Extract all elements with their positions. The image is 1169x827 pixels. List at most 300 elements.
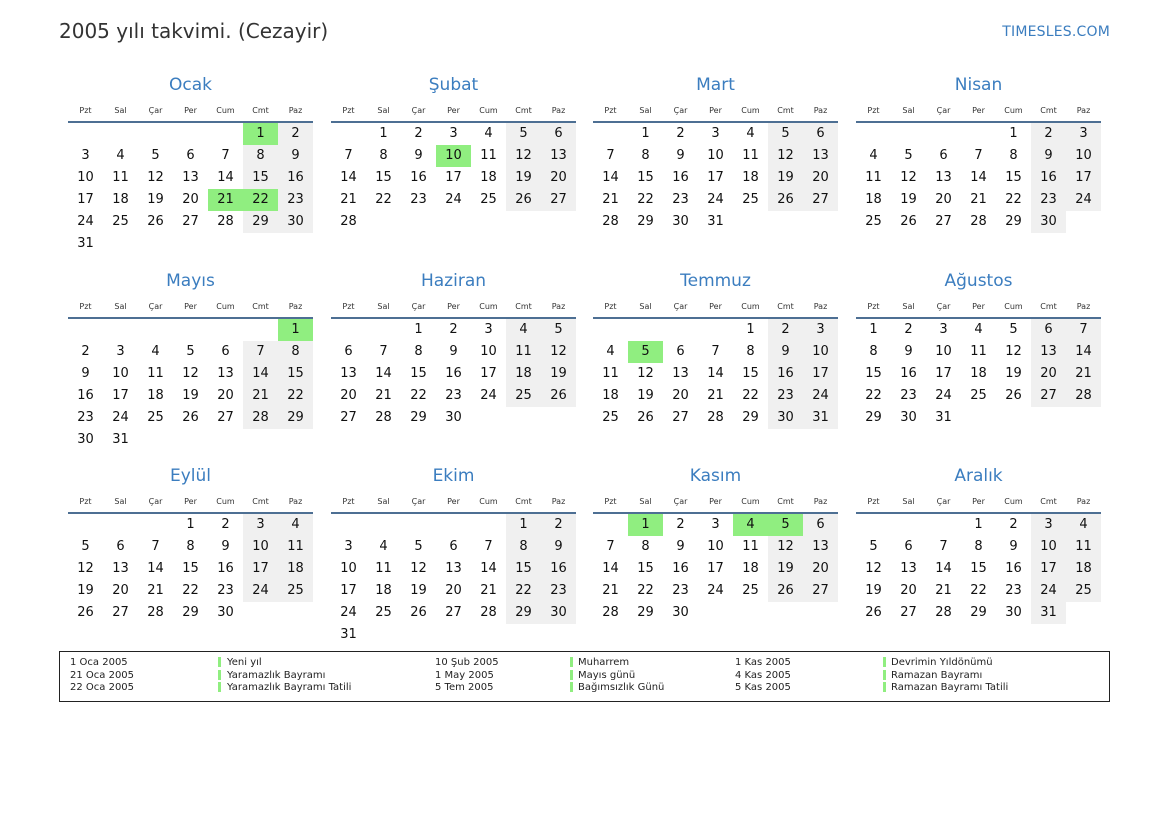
day-cell: 29 bbox=[637, 605, 654, 620]
week-row bbox=[856, 385, 1101, 407]
day-cell: 10 bbox=[935, 344, 952, 359]
day-cell: 9 bbox=[676, 539, 685, 554]
week-row bbox=[331, 145, 576, 167]
day-cell: 26 bbox=[900, 214, 917, 229]
weekday-label: Pzt bbox=[604, 106, 617, 115]
weekday-label: Sal bbox=[114, 106, 127, 115]
weekday-header bbox=[856, 300, 1101, 313]
day-cell: 4 bbox=[606, 344, 615, 359]
day-cell: 25 bbox=[970, 388, 987, 403]
day-cell: 3 bbox=[1066, 123, 1101, 145]
day-cell: 19 bbox=[865, 583, 882, 598]
week-row bbox=[331, 385, 576, 407]
weekday-label: Paz bbox=[551, 497, 566, 506]
day-cell: 20 bbox=[803, 558, 838, 580]
week-row bbox=[68, 145, 313, 167]
weekday-label: Sal bbox=[902, 302, 915, 311]
day-cell: 12 bbox=[77, 561, 94, 576]
month-block bbox=[856, 465, 1101, 624]
day-cell: 5 bbox=[506, 123, 541, 145]
day-cell: 8 bbox=[506, 536, 541, 558]
weekday-label: Pzt bbox=[342, 106, 355, 115]
month-block bbox=[68, 270, 313, 451]
day-cell: 22 bbox=[1005, 192, 1022, 207]
week-row bbox=[593, 536, 838, 558]
week-row bbox=[68, 385, 313, 407]
day-cell: 19 bbox=[506, 167, 541, 189]
week-row bbox=[856, 536, 1101, 558]
day-cell: 1 bbox=[869, 322, 878, 337]
weekday-label: Pzt bbox=[79, 497, 92, 506]
empty-day-cell bbox=[366, 514, 401, 536]
day-cell: 4 bbox=[974, 322, 983, 337]
day-cell: 21 bbox=[602, 583, 619, 598]
legend-name-column bbox=[227, 657, 351, 695]
day-cell: 22 bbox=[637, 583, 654, 598]
day-cell: 15 bbox=[637, 170, 654, 185]
day-cell: 29 bbox=[742, 410, 759, 425]
weekday-label: Çar bbox=[148, 497, 163, 506]
day-cell: 30 bbox=[77, 432, 94, 447]
week-row bbox=[68, 167, 313, 189]
week-row bbox=[593, 363, 838, 385]
weekday-header bbox=[593, 104, 838, 117]
day-cell: 23 bbox=[77, 410, 94, 425]
day-cell: 22 bbox=[375, 192, 392, 207]
day-cell: 17 bbox=[803, 363, 838, 385]
week-row bbox=[593, 123, 838, 145]
day-cell: 16 bbox=[768, 363, 803, 385]
day-cell: 10 bbox=[340, 561, 357, 576]
weekday-label: Paz bbox=[551, 106, 566, 115]
weekday-label: Cmt bbox=[777, 302, 794, 311]
day-cell: 4 bbox=[116, 148, 125, 163]
day-cell: 24 bbox=[77, 214, 94, 229]
holiday-day-cell: 1 bbox=[628, 514, 663, 536]
brand-link[interactable]: TIMESLES.COM bbox=[1002, 24, 1110, 40]
day-cell: 10 bbox=[112, 366, 129, 381]
day-cell: 7 bbox=[606, 148, 615, 163]
empty-day-cell bbox=[208, 123, 243, 145]
day-cell: 12 bbox=[768, 536, 803, 558]
day-cell: 26 bbox=[506, 189, 541, 211]
day-cell: 31 bbox=[77, 236, 94, 251]
weekday-label: Sal bbox=[902, 497, 915, 506]
day-cell: 20 bbox=[935, 192, 952, 207]
weekday-label: Çar bbox=[411, 497, 426, 506]
day-cell: 16 bbox=[672, 561, 689, 576]
empty-day-cell bbox=[663, 319, 698, 341]
day-cell: 18 bbox=[147, 388, 164, 403]
week-row bbox=[593, 580, 838, 602]
legend-color-swatch bbox=[570, 657, 573, 667]
day-cell: 18 bbox=[1066, 558, 1101, 580]
day-cell: 29 bbox=[637, 214, 654, 229]
day-cell: 26 bbox=[182, 410, 199, 425]
day-cell: 29 bbox=[865, 410, 882, 425]
day-cell: 26 bbox=[541, 385, 576, 407]
week-row bbox=[856, 145, 1101, 167]
holiday-day-cell: 22 bbox=[243, 189, 278, 211]
day-cell: 15 bbox=[742, 366, 759, 381]
day-cell: 10 bbox=[480, 344, 497, 359]
day-cell: 21 bbox=[970, 192, 987, 207]
weekday-label: Paz bbox=[813, 497, 828, 506]
day-cell: 13 bbox=[900, 561, 917, 576]
day-cell: 26 bbox=[865, 605, 882, 620]
day-cell: 29 bbox=[1005, 214, 1022, 229]
day-cell: 6 bbox=[221, 344, 230, 359]
legend-color-swatch bbox=[883, 682, 886, 692]
day-cell: 6 bbox=[676, 344, 685, 359]
day-cell: 8 bbox=[641, 539, 650, 554]
empty-day-cell bbox=[926, 514, 961, 536]
day-cell: 21 bbox=[602, 192, 619, 207]
day-cell: 30 bbox=[1031, 211, 1066, 233]
weekday-label: Cum bbox=[1004, 497, 1023, 506]
weekday-label: Paz bbox=[1076, 106, 1091, 115]
weekday-label: Çar bbox=[411, 302, 426, 311]
legend-color-swatch bbox=[570, 670, 573, 680]
weekday-label: Per bbox=[447, 302, 460, 311]
weekday-header bbox=[856, 495, 1101, 508]
week-row bbox=[856, 514, 1101, 536]
day-cell: 23 bbox=[410, 192, 427, 207]
day-cell: 9 bbox=[1031, 145, 1066, 167]
legend-date: 5 Tem 2005 bbox=[435, 682, 494, 694]
day-cell: 3 bbox=[449, 126, 458, 141]
weekday-label: Pzt bbox=[342, 302, 355, 311]
day-cell: 2 bbox=[904, 322, 913, 337]
day-cell: 27 bbox=[900, 605, 917, 620]
day-cell: 9 bbox=[449, 344, 458, 359]
weekday-label: Sal bbox=[902, 106, 915, 115]
day-cell: 4 bbox=[869, 148, 878, 163]
day-cell: 13 bbox=[803, 145, 838, 167]
week-row bbox=[68, 407, 313, 429]
day-cell: 18 bbox=[742, 170, 759, 185]
empty-day-cell bbox=[926, 123, 961, 145]
month-name: Mayıs bbox=[166, 271, 215, 291]
weekday-label: Sal bbox=[639, 106, 652, 115]
day-cell: 7 bbox=[221, 148, 230, 163]
weekday-label: Paz bbox=[551, 302, 566, 311]
day-cell: 11 bbox=[1066, 536, 1101, 558]
day-cell: 6 bbox=[541, 123, 576, 145]
day-cell: 20 bbox=[672, 388, 689, 403]
day-cell: 3 bbox=[484, 322, 493, 337]
day-cell: 2 bbox=[541, 514, 576, 536]
weekday-label: Per bbox=[447, 106, 460, 115]
week-row bbox=[331, 211, 576, 233]
day-cell: 11 bbox=[480, 148, 497, 163]
day-cell: 2 bbox=[81, 344, 90, 359]
day-cell: 8 bbox=[379, 148, 388, 163]
weekday-label: Paz bbox=[1076, 497, 1091, 506]
holiday-day-cell: 1 bbox=[243, 123, 278, 145]
day-cell: 7 bbox=[344, 148, 353, 163]
day-cell: 28 bbox=[217, 214, 234, 229]
month-name: Haziran bbox=[420, 271, 487, 291]
day-cell: 17 bbox=[112, 388, 129, 403]
day-cell: 12 bbox=[865, 561, 882, 576]
week-row bbox=[68, 319, 313, 341]
day-cell: 9 bbox=[81, 366, 90, 381]
day-cell: 16 bbox=[672, 170, 689, 185]
day-cell: 18 bbox=[112, 192, 129, 207]
day-cell: 14 bbox=[217, 170, 234, 185]
day-cell: 13 bbox=[935, 170, 952, 185]
day-cell: 17 bbox=[1066, 167, 1101, 189]
month-block bbox=[593, 74, 838, 233]
legend-date: 5 Kas 2005 bbox=[735, 682, 791, 694]
day-cell: 23 bbox=[900, 388, 917, 403]
legend-color-swatch bbox=[883, 657, 886, 667]
week-row bbox=[68, 211, 313, 233]
day-cell: 28 bbox=[602, 214, 619, 229]
day-cell: 8 bbox=[641, 148, 650, 163]
holiday-day-cell: 4 bbox=[733, 514, 768, 536]
week-row bbox=[68, 536, 313, 558]
day-cell: 16 bbox=[1031, 167, 1066, 189]
week-row bbox=[856, 341, 1101, 363]
weekday-label: Cum bbox=[479, 106, 498, 115]
month-name: Ekim bbox=[432, 466, 475, 486]
day-cell: 21 bbox=[147, 583, 164, 598]
day-cell: 10 bbox=[1031, 536, 1066, 558]
weekday-label: Per bbox=[447, 497, 460, 506]
day-cell: 24 bbox=[935, 388, 952, 403]
day-cell: 4 bbox=[484, 126, 493, 141]
day-cell: 27 bbox=[340, 410, 357, 425]
weekday-label: Cum bbox=[741, 106, 760, 115]
day-cell: 2 bbox=[278, 123, 313, 145]
day-cell: 23 bbox=[541, 580, 576, 602]
day-cell: 9 bbox=[768, 341, 803, 363]
day-cell: 17 bbox=[77, 192, 94, 207]
day-cell: 1 bbox=[641, 126, 650, 141]
day-cell: 7 bbox=[379, 344, 388, 359]
day-cell: 22 bbox=[970, 583, 987, 598]
day-cell: 28 bbox=[970, 214, 987, 229]
day-cell: 9 bbox=[904, 344, 913, 359]
legend-name-column bbox=[578, 657, 664, 695]
day-cell: 21 bbox=[375, 388, 392, 403]
day-cell: 10 bbox=[707, 539, 724, 554]
month-name: Eylül bbox=[169, 466, 212, 486]
day-cell: 25 bbox=[742, 583, 759, 598]
day-cell: 15 bbox=[278, 363, 313, 385]
day-cell: 11 bbox=[506, 341, 541, 363]
day-cell: 17 bbox=[935, 366, 952, 381]
weekday-label: Sal bbox=[639, 302, 652, 311]
day-cell: 17 bbox=[707, 170, 724, 185]
week-row bbox=[68, 602, 313, 624]
weekday-header bbox=[593, 495, 838, 508]
day-cell: 19 bbox=[768, 558, 803, 580]
weekday-label: Paz bbox=[288, 497, 303, 506]
week-row bbox=[856, 363, 1101, 385]
holiday-day-cell: 10 bbox=[436, 145, 471, 167]
weekday-label: Pzt bbox=[867, 106, 880, 115]
week-row bbox=[593, 514, 838, 536]
day-cell: 12 bbox=[637, 366, 654, 381]
day-cell: 1 bbox=[1009, 126, 1018, 141]
day-cell: 13 bbox=[340, 366, 357, 381]
day-cell: 14 bbox=[340, 170, 357, 185]
day-cell: 16 bbox=[410, 170, 427, 185]
month-name: Mart bbox=[696, 75, 735, 95]
day-cell: 31 bbox=[340, 627, 357, 642]
day-cell: 16 bbox=[900, 366, 917, 381]
day-cell: 17 bbox=[1031, 558, 1066, 580]
weekday-label: Çar bbox=[673, 302, 688, 311]
day-cell: 22 bbox=[278, 385, 313, 407]
week-row bbox=[331, 341, 576, 363]
legend-date-column bbox=[735, 657, 791, 695]
empty-day-cell bbox=[856, 514, 891, 536]
month-name: Temmuz bbox=[680, 271, 751, 291]
weekday-header bbox=[331, 495, 576, 508]
holiday-day-cell: 5 bbox=[768, 514, 803, 536]
day-cell: 9 bbox=[278, 145, 313, 167]
legend-holiday-name: Yaramazlık Bayramı bbox=[227, 669, 326, 681]
weekday-label: Cmt bbox=[515, 497, 532, 506]
weekday-label: Cmt bbox=[252, 302, 269, 311]
day-cell: 27 bbox=[541, 189, 576, 211]
day-cell: 30 bbox=[900, 410, 917, 425]
empty-day-cell bbox=[243, 319, 278, 341]
weekday-label: Çar bbox=[148, 302, 163, 311]
week-row bbox=[331, 624, 576, 646]
weekday-label: Per bbox=[972, 497, 985, 506]
day-cell: 5 bbox=[186, 344, 195, 359]
day-cell: 25 bbox=[375, 605, 392, 620]
day-cell: 31 bbox=[935, 410, 952, 425]
empty-day-cell bbox=[103, 319, 138, 341]
legend-holiday-name: Yaramazlık Bayramı Tatili bbox=[227, 682, 352, 694]
day-cell: 15 bbox=[375, 170, 392, 185]
day-cell: 11 bbox=[147, 366, 164, 381]
day-cell: 30 bbox=[445, 410, 462, 425]
day-cell: 6 bbox=[186, 148, 195, 163]
day-cell: 12 bbox=[900, 170, 917, 185]
day-cell: 14 bbox=[480, 561, 497, 576]
weekday-label: Cmt bbox=[777, 106, 794, 115]
day-cell: 26 bbox=[768, 189, 803, 211]
day-cell: 20 bbox=[340, 388, 357, 403]
day-cell: 8 bbox=[1009, 148, 1018, 163]
day-cell: 6 bbox=[1031, 319, 1066, 341]
day-cell: 15 bbox=[506, 558, 541, 580]
week-row bbox=[68, 341, 313, 363]
week-row bbox=[68, 514, 313, 536]
day-cell: 11 bbox=[970, 344, 987, 359]
day-cell: 22 bbox=[637, 192, 654, 207]
empty-day-cell bbox=[331, 123, 366, 145]
day-cell: 1 bbox=[974, 517, 983, 532]
weekday-label: Çar bbox=[673, 106, 688, 115]
weekday-label: Cum bbox=[479, 302, 498, 311]
day-cell: 5 bbox=[151, 148, 160, 163]
day-cell: 13 bbox=[1031, 341, 1066, 363]
day-cell: 5 bbox=[904, 148, 913, 163]
day-cell: 23 bbox=[1005, 583, 1022, 598]
day-cell: 7 bbox=[151, 539, 160, 554]
day-cell: 21 bbox=[340, 192, 357, 207]
day-cell: 20 bbox=[900, 583, 917, 598]
day-cell: 18 bbox=[375, 583, 392, 598]
week-row bbox=[331, 319, 576, 341]
weekday-label: Per bbox=[184, 106, 197, 115]
legend-holiday-name: Ramazan Bayramı Tatili bbox=[891, 682, 1009, 694]
weekday-label: Pzt bbox=[604, 302, 617, 311]
day-cell: 27 bbox=[112, 605, 129, 620]
holiday-day-cell: 1 bbox=[278, 319, 313, 341]
day-cell: 15 bbox=[182, 561, 199, 576]
day-cell: 2 bbox=[1009, 517, 1018, 532]
weekday-label: Cmt bbox=[252, 497, 269, 506]
empty-day-cell bbox=[698, 319, 733, 341]
weekday-label: Cum bbox=[479, 497, 498, 506]
week-row bbox=[331, 580, 576, 602]
day-cell: 8 bbox=[186, 539, 195, 554]
day-cell: 31 bbox=[803, 407, 838, 429]
day-cell: 8 bbox=[278, 341, 313, 363]
day-cell: 14 bbox=[970, 170, 987, 185]
week-row bbox=[856, 558, 1101, 580]
empty-day-cell bbox=[138, 514, 173, 536]
day-cell: 17 bbox=[707, 561, 724, 576]
week-row bbox=[856, 319, 1101, 341]
weekday-header bbox=[68, 104, 313, 117]
weekday-header bbox=[856, 104, 1101, 117]
day-cell: 19 bbox=[768, 167, 803, 189]
day-cell: 25 bbox=[865, 214, 882, 229]
day-cell: 1 bbox=[746, 322, 755, 337]
day-cell: 8 bbox=[746, 344, 755, 359]
day-cell: 26 bbox=[1005, 388, 1022, 403]
holiday-day-cell: 21 bbox=[208, 189, 243, 211]
weekday-label: Paz bbox=[813, 106, 828, 115]
day-cell: 27 bbox=[935, 214, 952, 229]
month-block bbox=[856, 74, 1101, 233]
weekday-label: Per bbox=[972, 106, 985, 115]
week-row bbox=[331, 536, 576, 558]
day-cell: 22 bbox=[182, 583, 199, 598]
day-cell: 11 bbox=[865, 170, 882, 185]
day-cell: 27 bbox=[217, 410, 234, 425]
day-cell: 16 bbox=[445, 366, 462, 381]
day-cell: 3 bbox=[81, 148, 90, 163]
day-cell: 29 bbox=[243, 211, 278, 233]
empty-day-cell bbox=[173, 123, 208, 145]
day-cell: 24 bbox=[112, 410, 129, 425]
day-cell: 11 bbox=[742, 148, 759, 163]
day-cell: 3 bbox=[939, 322, 948, 337]
day-cell: 21 bbox=[935, 583, 952, 598]
legend-holiday-name: Bağımsızlık Günü bbox=[578, 682, 665, 694]
day-cell: 12 bbox=[541, 341, 576, 363]
weekday-label: Per bbox=[709, 497, 722, 506]
empty-day-cell bbox=[173, 319, 208, 341]
day-cell: 1 bbox=[414, 322, 423, 337]
week-row bbox=[68, 189, 313, 211]
week-row bbox=[68, 580, 313, 602]
day-cell: 27 bbox=[1031, 385, 1066, 407]
day-cell: 14 bbox=[707, 366, 724, 381]
day-cell: 16 bbox=[1005, 561, 1022, 576]
